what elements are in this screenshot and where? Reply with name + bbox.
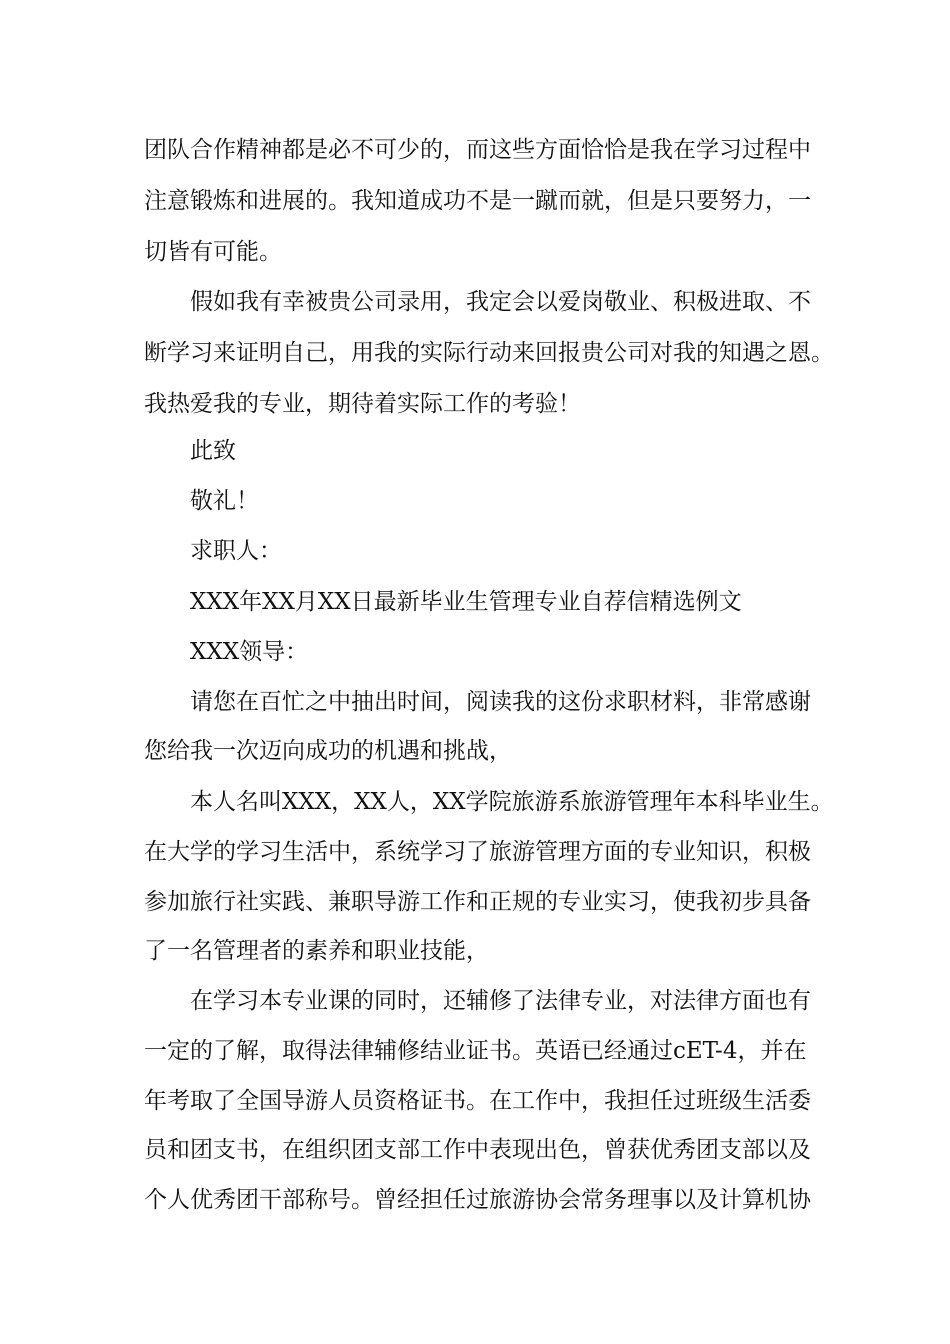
applicant-label: 求职人： (190, 538, 282, 564)
text-line-6: 我热爱我的专业，期待着实际工作的考验！ (144, 391, 581, 417)
text-line-3: 切皆有可能。 (144, 239, 282, 265)
text-line-21: 员和团支书，在组织团支部工作中表现出色，曾获优秀团支部以及 (144, 1137, 811, 1163)
text-line-20: 年考取了全国导游人员资格证书。在工作中，我担任过班级生活委 (144, 1088, 811, 1114)
closing-jingli: 敬礼！ (190, 488, 259, 514)
text-line-18: 在学习本专业课的同时，还辅修了法律专业，对法律方面也有 (190, 988, 811, 1014)
text-line-12: 请您在百忙之中抽出时间，阅读我的这份求职材料，非常感谢 (190, 689, 811, 715)
text-line-17: 了一名管理者的素养和职业技能， (144, 938, 489, 964)
text-line-19: 一定的了解，取得法律辅修结业证书。英语已经通过cET-4，并在 (144, 1038, 807, 1064)
text-line-22: 个人优秀团干部称号。曾经担任过旅游协会常务理事以及计算机协 (144, 1187, 811, 1213)
text-line-1: 团队合作精神都是必不可少的，而这些方面恰恰是我在学习过程中 (144, 137, 811, 163)
date-and-title-line: XXX年XX月XX日最新毕业生管理专业自荐信精选例文 (190, 589, 742, 615)
text-line-15: 在大学的学习生活中，系统学习了旅游管理方面的专业知识，积极 (144, 839, 811, 865)
text-line-16: 参加旅行社实践、兼职导游工作和正规的专业实习，使我初步具备 (144, 889, 811, 915)
text-line-13: 您给我一次迈向成功的机遇和挑战， (144, 738, 512, 764)
text-line-4: 假如我有幸被贵公司录用，我定会以爱岗敬业、积极进取、不 (190, 289, 811, 315)
text-line-14: 本人名叫XXX，XX人，XX学院旅游系旅游管理年本科毕业生。 (190, 789, 834, 815)
text-line-2: 注意锻炼和进展的。我知道成功不是一蹴而就，但是只要努力，一 (144, 188, 811, 214)
text-line-5: 断学习来证明自己，用我的实际行动来回报贵公司对我的知遇之恩。 (144, 340, 834, 366)
closing-cizhi: 此致 (190, 438, 236, 464)
salutation: XXX领导： (190, 639, 309, 665)
